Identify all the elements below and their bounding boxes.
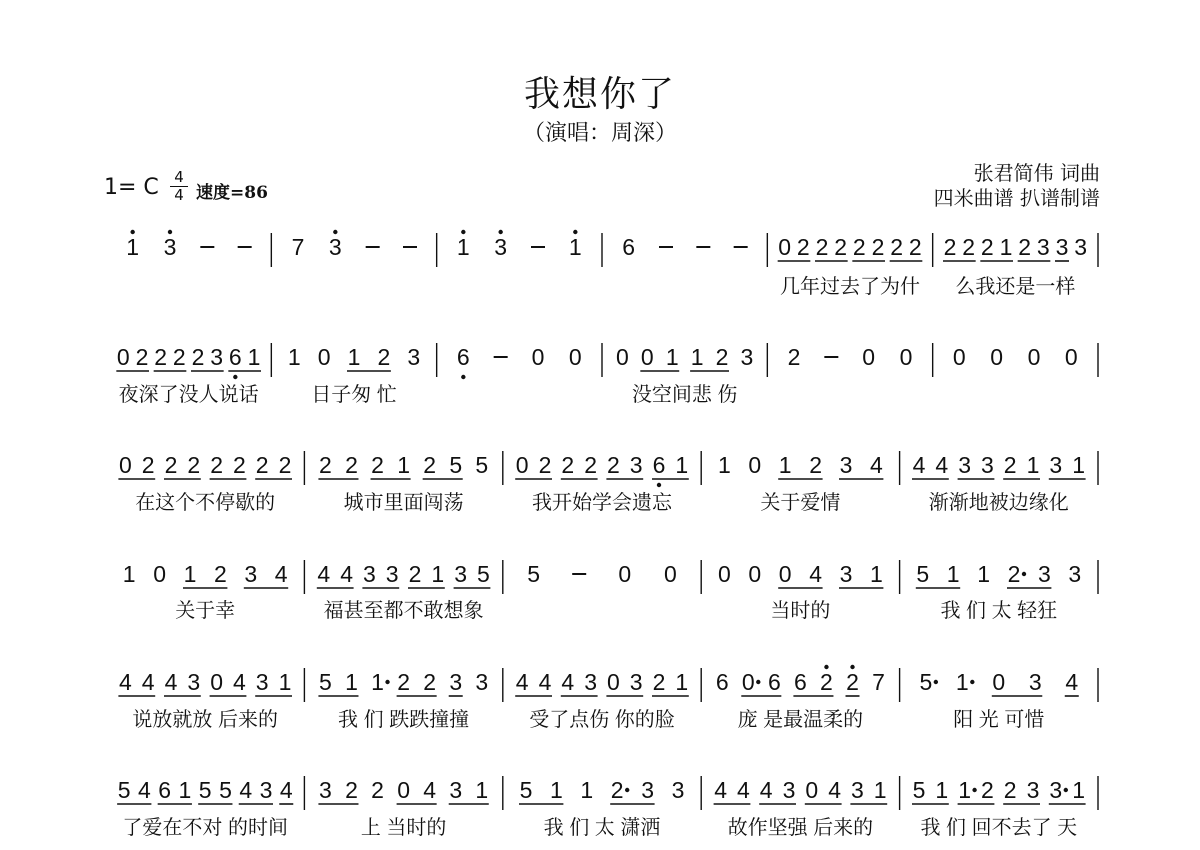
lyric-text: 夜深了没人说话 — [118, 384, 259, 406]
note-digit: 4 — [274, 561, 288, 587]
note-digit: 1 — [958, 777, 971, 803]
lyric-text: 在这个不停歇的 — [135, 492, 276, 514]
note-digit: 3 — [1028, 669, 1042, 695]
note-digit: 1 — [977, 561, 990, 587]
note-digit: 3 — [163, 234, 177, 260]
note-digit: 1 — [247, 344, 261, 370]
note-digit: 5 — [477, 561, 490, 587]
lyric-text: 我开始学会遗忘 — [532, 492, 672, 514]
note-digit: 1 — [122, 561, 136, 587]
note-digit: 1 — [371, 669, 384, 695]
note-digit: 2 — [371, 452, 384, 478]
lyric-text: 说放就放 后来的 — [132, 709, 278, 731]
note-digit: 2 — [154, 344, 168, 370]
note-digit: 0 — [607, 669, 620, 695]
augmentation-dot — [972, 788, 976, 792]
note-digit: 6 — [158, 777, 172, 803]
augmentation-dot — [385, 680, 389, 684]
note-digit: 2 — [233, 452, 246, 478]
note-digit: 1 — [718, 452, 731, 478]
note-digit: 2 — [408, 561, 422, 587]
note-digit: 3 — [1036, 234, 1050, 260]
note-digit: 4 — [561, 669, 575, 695]
note-digit: 2 — [871, 234, 885, 260]
note-digit: 0 — [664, 561, 677, 587]
note-digit: 4 — [423, 777, 437, 803]
note-digit: 2 — [141, 452, 155, 478]
note-digit: 3 — [629, 452, 643, 478]
note-digit: 6 — [767, 669, 781, 695]
note-digit: 3 — [319, 777, 332, 803]
octave-up-dot — [333, 230, 337, 234]
octave-down-dot — [233, 375, 237, 379]
note-digit: 3 — [259, 777, 273, 803]
note-digit: 3 — [328, 234, 342, 260]
note-digit: 3 — [1055, 234, 1069, 260]
note-digit: 2 — [561, 452, 575, 478]
note-digit: 3 — [244, 561, 258, 587]
octave-up-dot — [168, 230, 172, 234]
note-digit: 2 — [377, 344, 391, 370]
note-digit: 2 — [172, 344, 186, 370]
lyric-text: 了爱在不对 的时间 — [122, 817, 288, 839]
note-digit: 3 — [671, 777, 685, 803]
note-digit: 4 — [737, 777, 750, 803]
note-digit: 0 — [210, 669, 223, 695]
note-digit: 1 — [675, 452, 689, 478]
lyric-text: 么我还是一样 — [955, 276, 1076, 298]
note-digit: 1 — [183, 561, 197, 587]
note-digit: 4 — [233, 669, 246, 695]
note-digit: 1 — [778, 452, 792, 478]
note-digit: 1 — [675, 669, 689, 695]
note-digit: 1 — [580, 777, 594, 803]
octave-up-dot — [850, 665, 854, 669]
note-digit: 4 — [1065, 669, 1079, 695]
note-digit: 4 — [141, 669, 155, 695]
note-digit: 4 — [279, 777, 293, 803]
note-digit: 3 — [1049, 452, 1063, 478]
note-digit: 6 — [622, 234, 636, 260]
note-digit: 2 — [834, 234, 848, 260]
lyric-text: 几年过去了为什 — [780, 276, 920, 298]
note-digit: 2 — [164, 452, 178, 478]
note-digit: 3 — [641, 777, 654, 803]
lyric-text: 福甚至都不敢想象 — [323, 600, 484, 622]
note-digit: 4 — [538, 669, 552, 695]
lyric-text: 关于幸 — [175, 600, 236, 622]
note-digit: 3 — [740, 344, 754, 370]
note-digit: 5 — [919, 669, 933, 695]
note-digit: 2 — [423, 669, 437, 695]
note-digit: 0 — [618, 561, 632, 587]
note-digit: 2 — [981, 777, 994, 803]
note-digit: 0 — [748, 561, 762, 587]
note-digit: 2 — [962, 234, 976, 260]
note-digit: 0 — [741, 669, 755, 695]
note-digit: 5 — [912, 777, 926, 803]
note-digit: 2 — [980, 234, 994, 260]
note-digit: 0 — [718, 561, 731, 587]
note-digit: 3 — [494, 234, 508, 260]
note-digit: 5 — [916, 561, 930, 587]
note-digit: 1 — [345, 669, 358, 695]
note-digit: 1 — [999, 234, 1013, 260]
note-digit: 1 — [431, 561, 445, 587]
note-digit: 1 — [178, 777, 192, 803]
note-digit: 0 — [778, 561, 792, 587]
note-digit: 2 — [652, 669, 666, 695]
note-digit: 2 — [1007, 561, 1021, 587]
note-digit: 5 — [527, 561, 540, 587]
note-digit: 1 — [278, 669, 292, 695]
note-digit: 3 — [1068, 561, 1082, 587]
note-digit: 2 — [1003, 452, 1017, 478]
octave-up-dot — [573, 230, 577, 234]
credit-lyrics-music: 张君简伟 词曲 — [973, 161, 1100, 185]
note-digit: 3 — [782, 777, 796, 803]
note-digit: 4 — [870, 452, 883, 478]
note-digit: 4 — [935, 452, 949, 478]
note-digit: 0 — [640, 344, 654, 370]
note-digit: 2 — [345, 777, 358, 803]
note-digit: 4 — [515, 669, 529, 695]
note-digit: 1 — [568, 234, 582, 260]
note-digit: 2 — [345, 452, 358, 478]
note-digit: 1 — [870, 561, 883, 587]
lyric-text: 上 当时的 — [360, 817, 447, 839]
note-digit: 2 — [187, 452, 201, 478]
note-digit: 2 — [584, 452, 597, 478]
note-digit: 1 — [690, 344, 704, 370]
note-digit: 0 — [952, 344, 966, 370]
augmentation-dot — [970, 680, 974, 684]
lyric-text: 我 们 太 潇洒 — [543, 817, 661, 839]
note-digit: 3 — [1026, 777, 1040, 803]
note-digit: 3 — [255, 669, 269, 695]
note-digit: 1 — [873, 777, 887, 803]
note-digit: 2 — [1018, 234, 1032, 260]
octave-down-dot — [461, 375, 465, 379]
note-digit: 3 — [839, 452, 853, 478]
note-digit: 0 — [778, 234, 792, 260]
note-digit: 4 — [828, 777, 841, 803]
note-digit: 2 — [397, 669, 410, 695]
note-digit: 3 — [449, 777, 463, 803]
credit-transcription: 四米曲谱 扒谱制谱 — [933, 186, 1100, 210]
note-digit: 3 — [839, 561, 853, 587]
note-digit: 1 — [475, 777, 489, 803]
note-digit: 3 — [385, 561, 399, 587]
octave-up-dot — [461, 230, 465, 234]
note-digit: 3 — [958, 452, 971, 478]
note-digit: 6 — [715, 669, 729, 695]
note-digit: 2 — [890, 234, 904, 260]
lyric-text: 庞 是最温柔的 — [737, 709, 864, 731]
note-digit: 4 — [138, 777, 151, 803]
time-signature-top: 4 — [174, 168, 184, 186]
note-digit: 2 — [820, 669, 833, 695]
note-digit: 2 — [796, 234, 810, 260]
note-digit: 6 — [228, 344, 242, 370]
note-digit: 3 — [187, 669, 201, 695]
lyric-text: 阳 光 可惜 — [953, 709, 1045, 731]
note-digit: 3 — [851, 777, 864, 803]
note-digit: 2 — [607, 452, 620, 478]
lyric-text: 故作坚强 后来的 — [727, 817, 874, 839]
note-digit: 0 — [990, 344, 1004, 370]
note-digit: 7 — [872, 669, 885, 695]
octave-up-dot — [498, 230, 502, 234]
augmentation-dot — [934, 680, 938, 684]
song-title: 我想你了 — [523, 74, 676, 115]
note-digit: 5 — [449, 452, 463, 478]
note-digit: 2 — [787, 344, 801, 370]
note-digit: 0 — [616, 344, 629, 370]
note-digit: 4 — [714, 777, 727, 803]
note-digit: 1 — [665, 344, 679, 370]
note-digit: 0 — [862, 344, 876, 370]
octave-up-dot — [824, 665, 828, 669]
note-digit: 2 — [191, 344, 205, 370]
note-digit: 2 — [319, 452, 332, 478]
note-digit: 2 — [255, 452, 269, 478]
note-digit: 3 — [210, 344, 224, 370]
note-digit: 2 — [815, 234, 829, 260]
note-digit: 0 — [748, 452, 762, 478]
note-digit: 2 — [371, 777, 384, 803]
lyric-text: 渐渐地被边缘化 — [928, 492, 1069, 514]
note-digit: 1 — [946, 561, 960, 587]
augmentation-dot — [1022, 572, 1026, 576]
performer-line: （演唱：周深） — [522, 121, 677, 146]
note-digit: 3 — [454, 561, 467, 587]
note-digit: 4 — [912, 452, 926, 478]
note-digit: 3 — [1049, 777, 1063, 803]
note-digit: 1 — [397, 452, 410, 478]
note-digit: 0 — [531, 344, 545, 370]
note-digit: 1 — [287, 344, 301, 370]
note-digit: 5 — [519, 777, 533, 803]
lyric-text: 当时的 — [770, 600, 831, 622]
note-digit: 4 — [164, 669, 178, 695]
key-signature: 1= C — [104, 175, 159, 200]
note-digit: 1 — [347, 344, 361, 370]
note-digit: 5 — [219, 777, 232, 803]
note-digit: 3 — [475, 669, 489, 695]
lyric-text: 没空间悲 伤 — [631, 384, 738, 406]
lyric-text: 我 们 太 轻狂 — [940, 600, 1058, 622]
lyric-text: 受了点伤 你的脸 — [529, 709, 675, 731]
note-digit: 1 — [1072, 452, 1085, 478]
note-digit: 2 — [423, 452, 437, 478]
note-digit: 2 — [278, 452, 292, 478]
tempo-marking: 速度=86 — [196, 183, 268, 203]
note-digit: 2 — [943, 234, 957, 260]
note-digit: 2 — [610, 777, 624, 803]
note-digit: 7 — [291, 234, 305, 260]
augmentation-dot — [625, 788, 629, 792]
note-digit: 0 — [568, 344, 582, 370]
note-digit: 3 — [1074, 234, 1088, 260]
note-digit: 1 — [935, 777, 949, 803]
note-digit: 0 — [1027, 344, 1041, 370]
note-digit: 0 — [899, 344, 913, 370]
note-digit: 0 — [397, 777, 410, 803]
note-digit: 4 — [809, 561, 822, 587]
octave-up-dot — [130, 230, 134, 234]
note-digit: 0 — [515, 452, 529, 478]
note-digit: 0 — [805, 777, 819, 803]
note-digit: 2 — [1003, 777, 1017, 803]
note-digit: 3 — [584, 669, 597, 695]
note-digit: 4 — [759, 777, 773, 803]
note-digit: 1 — [955, 669, 969, 695]
note-digit: 3 — [629, 669, 643, 695]
note-digit: 6 — [652, 452, 666, 478]
note-digit: 0 — [119, 452, 132, 478]
augmentation-dot — [756, 680, 760, 684]
note-digit: 2 — [715, 344, 729, 370]
lyric-text: 日子匆 忙 — [311, 384, 397, 406]
note-digit: 5 — [198, 777, 212, 803]
note-digit: 3 — [363, 561, 376, 587]
note-digit: 2 — [809, 452, 822, 478]
note-digit: 4 — [317, 561, 331, 587]
note-digit: 3 — [449, 669, 463, 695]
note-digit: 2 — [846, 669, 859, 695]
note-digit: 5 — [319, 669, 332, 695]
note-digit: 6 — [794, 669, 807, 695]
note-digit: 1 — [126, 234, 140, 260]
note-digit: 3 — [1038, 561, 1051, 587]
note-digit: 6 — [456, 344, 470, 370]
note-digit: 4 — [239, 777, 253, 803]
note-digit: 5 — [117, 777, 131, 803]
note-digit: 3 — [407, 344, 421, 370]
note-digit: 2 — [538, 452, 552, 478]
augmentation-dot — [1064, 788, 1068, 792]
note-digit: 2 — [852, 234, 866, 260]
note-digit: 0 — [116, 344, 130, 370]
note-digit: 2 — [908, 234, 922, 260]
note-digit: 1 — [456, 234, 470, 260]
note-digit: 1 — [1072, 777, 1085, 803]
lyric-text: 城市里面闯荡 — [343, 492, 464, 514]
note-digit: 0 — [992, 669, 1006, 695]
octave-down-dot — [657, 483, 661, 487]
lyric-text: 关于爱情 — [760, 492, 841, 514]
lyric-text: 我 们 跌跌撞撞 — [338, 709, 470, 731]
note-digit: 0 — [317, 344, 331, 370]
note-digit: 3 — [981, 452, 994, 478]
note-digit: 5 — [475, 452, 489, 478]
note-digit: 2 — [214, 561, 227, 587]
note-digit: 4 — [340, 561, 353, 587]
note-digit: 0 — [153, 561, 166, 587]
note-digit: 4 — [119, 669, 132, 695]
note-digit: 0 — [1064, 344, 1078, 370]
note-digit: 1 — [550, 777, 563, 803]
time-signature-bottom: 4 — [174, 186, 184, 204]
note-digit: 1 — [1026, 452, 1040, 478]
note-digit: 2 — [210, 452, 223, 478]
lyric-text: 我 们 回不去了 天 — [920, 817, 1078, 839]
note-digit: 2 — [135, 344, 149, 370]
